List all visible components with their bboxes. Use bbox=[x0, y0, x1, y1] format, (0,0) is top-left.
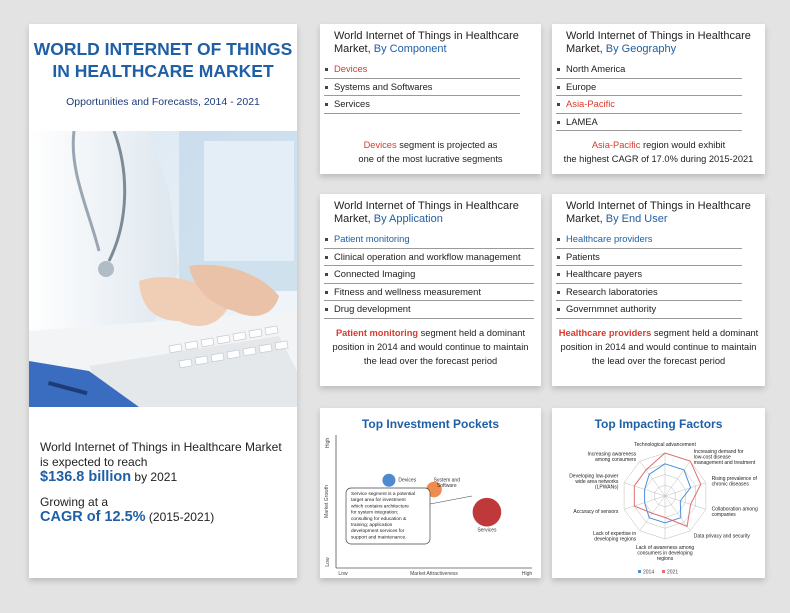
investment-chart-title: Top Investment Pockets bbox=[361, 417, 500, 431]
legend-swatch bbox=[662, 570, 665, 573]
list-item: Services bbox=[324, 96, 520, 114]
radar-axis-label: Lack of expertise in developing regions bbox=[593, 530, 637, 543]
list-item: Healthcare providers bbox=[556, 231, 742, 249]
geography-heading: World Internet of Things in Healthcare Market, By Geography bbox=[566, 30, 751, 55]
list-item: LAMEA bbox=[556, 114, 742, 132]
list-item: Healthcare payers bbox=[556, 266, 742, 284]
component-list bbox=[324, 61, 520, 114]
page-title: WORLD INTERNET OF THINGS IN HEALTHCARE MARKET bbox=[33, 39, 293, 81]
enduser-list bbox=[556, 231, 742, 319]
summary-card bbox=[29, 24, 297, 578]
list-item: Fitness and wellness measurement bbox=[324, 284, 534, 302]
market-value-line: $136.8 billion by 2021 bbox=[40, 469, 178, 485]
y-axis-label: Market Growth bbox=[324, 485, 330, 518]
enduser-panel bbox=[552, 194, 765, 386]
legend-label: 2014 bbox=[643, 569, 655, 576]
impacting-factors-card bbox=[552, 408, 765, 578]
market-summary bbox=[40, 440, 292, 525]
doctor-typing-photo bbox=[29, 131, 297, 407]
investment-pockets-card bbox=[320, 408, 541, 578]
y-tick-label: High bbox=[325, 437, 331, 449]
reach-text: World Internet of Things in Healthcare Market is expected to reach bbox=[40, 440, 282, 469]
list-item: Governmnet authority bbox=[556, 301, 742, 319]
bubble bbox=[382, 474, 395, 487]
cagr-line: CAGR of 12.5% (2015-2021) bbox=[40, 509, 215, 525]
annotation-text: Service segment is a potential target area for investment which contains architecture for system integration; consulting for education & training; application development services for support and maintenance. bbox=[351, 492, 415, 541]
annotation-pointer bbox=[430, 496, 472, 504]
application-list bbox=[324, 231, 534, 319]
enduser-heading: World Internet of Things in Healthcare Market, By End User bbox=[566, 200, 751, 225]
bubble bbox=[473, 498, 502, 527]
x-tick-label: High bbox=[521, 571, 533, 577]
application-heading: World Internet of Things in Healthcare Market, By Application bbox=[334, 200, 519, 225]
enduser-note: Healthcare providers segment held a dominant position in 2014 and would continue to maintain the lead over the forecast period bbox=[558, 328, 759, 366]
component-note: Devices segment is projected as one of the most lucrative segments bbox=[358, 140, 503, 164]
list-item: Connected Imaging bbox=[324, 266, 534, 284]
list-item: North America bbox=[556, 61, 742, 79]
impact-chart-title: Top Impacting Factors bbox=[594, 417, 723, 431]
geography-panel bbox=[552, 24, 765, 174]
list-item: Systems and Softwares bbox=[324, 79, 520, 97]
list-item: Drug development bbox=[324, 301, 534, 319]
radar-axis-label: Developing low-power wide area networks (LPWANs) bbox=[569, 473, 619, 491]
page-subtitle: Opportunities and Forecasts, 2014 - 2021 bbox=[66, 96, 260, 108]
market-value: $136.8 billion bbox=[40, 469, 132, 485]
radar-axis-label: Rising prevalence of chronic diseases bbox=[711, 476, 757, 488]
x-tick-label: Low bbox=[338, 571, 348, 577]
radar-axis-label: Data privacy and security bbox=[693, 533, 750, 540]
radar-axis-label: Collaboration among companies bbox=[711, 506, 758, 518]
impact-radar-chart bbox=[552, 408, 765, 578]
bubble-label: Services bbox=[477, 527, 497, 534]
list-item: Europe bbox=[556, 79, 742, 97]
radar-axis-label: Accuracy of sensors bbox=[573, 509, 619, 516]
application-panel bbox=[320, 194, 541, 386]
bubble-label: System and Software bbox=[433, 477, 461, 490]
list-item: Devices bbox=[324, 61, 520, 79]
list-item: Patient monitoring bbox=[324, 231, 534, 249]
y-tick-label: Low bbox=[325, 557, 331, 567]
component-heading: World Internet of Things in Healthcare Market, By Component bbox=[334, 30, 519, 55]
application-note: Patient monitoring segment held a dominant position in 2014 and would continue to maintain the lead over the forecast period bbox=[332, 328, 529, 366]
x-axis-label: Market Attractiveness bbox=[410, 571, 458, 577]
radar-axis-label: Technological advancement bbox=[634, 442, 696, 448]
cagr-value: CAGR of 12.5% bbox=[40, 509, 146, 525]
investment-bubble-chart bbox=[320, 408, 541, 578]
bubble-label: Devices bbox=[398, 477, 417, 484]
radar-series-2014 bbox=[645, 464, 691, 523]
growing-text: Growing at a bbox=[40, 495, 109, 509]
list-item: Patients bbox=[556, 249, 742, 267]
radar-axis-label: Increasing demand for low-cost disease management and treatment bbox=[693, 448, 756, 466]
legend-label: 2021 bbox=[667, 569, 679, 576]
component-panel bbox=[320, 24, 541, 174]
radar-axis-label: Increasing awareness among consumers bbox=[587, 451, 637, 464]
legend-swatch bbox=[638, 570, 641, 573]
list-item: Research laboratories bbox=[556, 284, 742, 302]
list-item: Asia-Pacific bbox=[556, 96, 742, 114]
radar-axis-label: Lack of awareness among consumers in developing regions bbox=[635, 545, 695, 563]
list-item: Clinical operation and workflow management bbox=[324, 249, 534, 267]
geography-list bbox=[556, 61, 742, 131]
geography-note: Asia-Pacific region would exhibit the highest CAGR of 17.0% during 2015-2021 bbox=[563, 140, 754, 164]
radar-spoke bbox=[665, 496, 690, 531]
radar-spoke bbox=[665, 461, 690, 496]
